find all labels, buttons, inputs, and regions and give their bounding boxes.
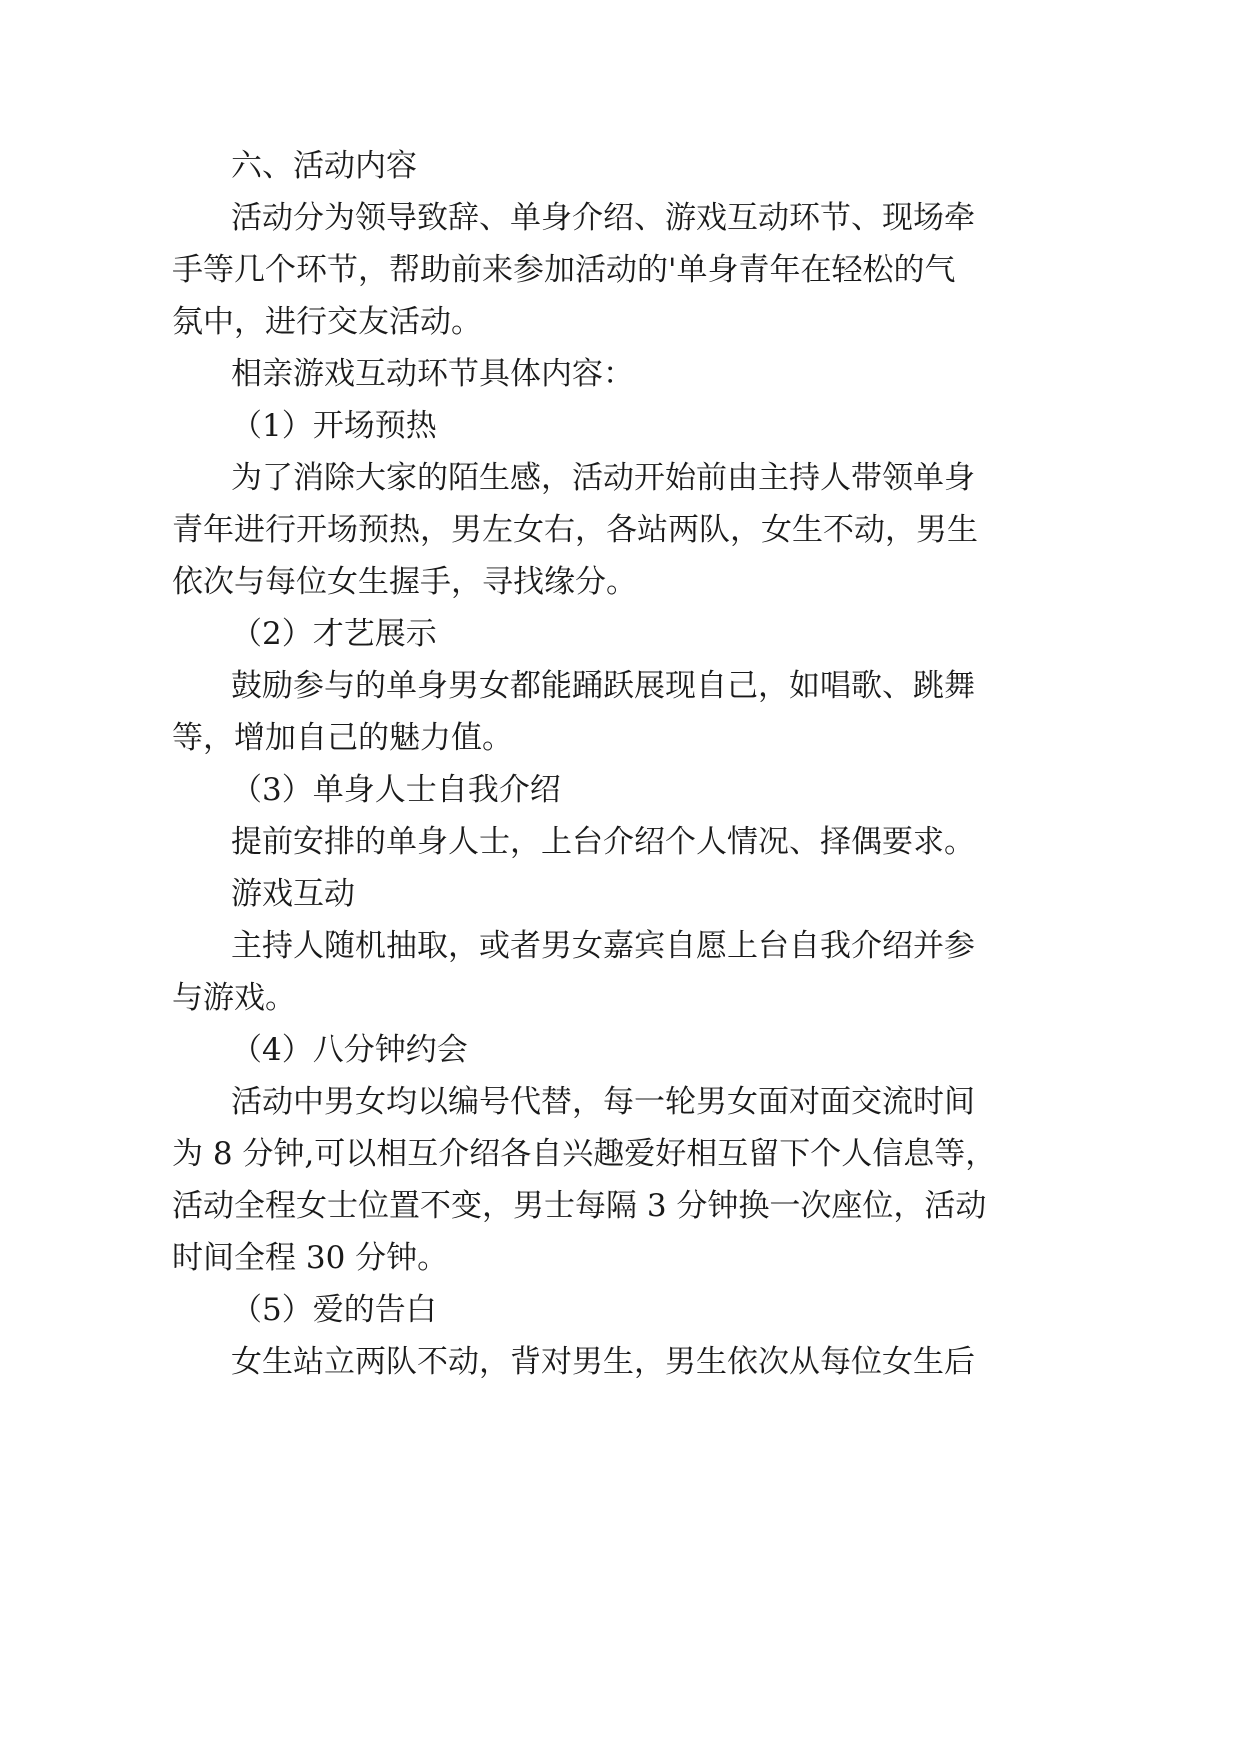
paragraph-line: 游戏互动 (231, 876, 355, 912)
paragraph-line: 提前安排的单身人士，上台介绍个人情况、择偶要求。 (231, 824, 975, 860)
subsection-heading: （5）爱的告白 (231, 1292, 437, 1328)
paragraph-line: 主持人随机抽取，或者男女嘉宾自愿上台自我介绍并参 (231, 928, 975, 964)
paragraph-line: 活动分为领导致辞、单身介绍、游戏互动环节、现场牵 (231, 200, 975, 236)
paragraph-line: 活动中男女均以编号代替，每一轮男女面对面交流时间 (231, 1084, 975, 1120)
paragraph-line: 青年进行开场预热，男左女右，各站两队，女生不动，男生 (172, 512, 978, 548)
subsection-heading: （3）单身人士自我介绍 (231, 772, 561, 808)
paragraph-line: 依次与每位女生握手，寻找缘分。 (172, 564, 637, 600)
paragraph-line: 为了消除大家的陌生感，活动开始前由主持人带领单身 (231, 460, 975, 496)
paragraph-line: 时间全程 30 分钟。 (172, 1240, 449, 1276)
subsection-heading: （1）开场预热 (231, 408, 437, 444)
paragraph-line: 女生站立两队不动，背对男生，男生依次从每位女生后 (231, 1344, 975, 1380)
subsection-heading: （2）才艺展示 (231, 616, 437, 652)
subsection-heading: （4）八分钟约会 (231, 1032, 468, 1068)
paragraph-line: 氛中，进行交友活动。 (172, 304, 482, 340)
paragraph-line: 为 8 分钟,可以相互介绍各自兴趣爱好相互留下个人信息等， (172, 1136, 997, 1172)
paragraph-line: 与游戏。 (172, 980, 296, 1016)
paragraph-line: 鼓励参与的单身男女都能踊跃展现自己，如唱歌、跳舞 (231, 668, 975, 704)
paragraph-line: 活动全程女士位置不变，男士每隔 3 分钟换一次座位，活动 (172, 1188, 987, 1224)
paragraph-line: 手等几个环节，帮助前来参加活动的'单身青年在轻松的气 (172, 252, 956, 288)
paragraph-line: 相亲游戏互动环节具体内容： (231, 356, 634, 392)
section-heading: 六、活动内容 (231, 148, 417, 184)
paragraph-line: 等，增加自己的魅力值。 (172, 720, 513, 756)
